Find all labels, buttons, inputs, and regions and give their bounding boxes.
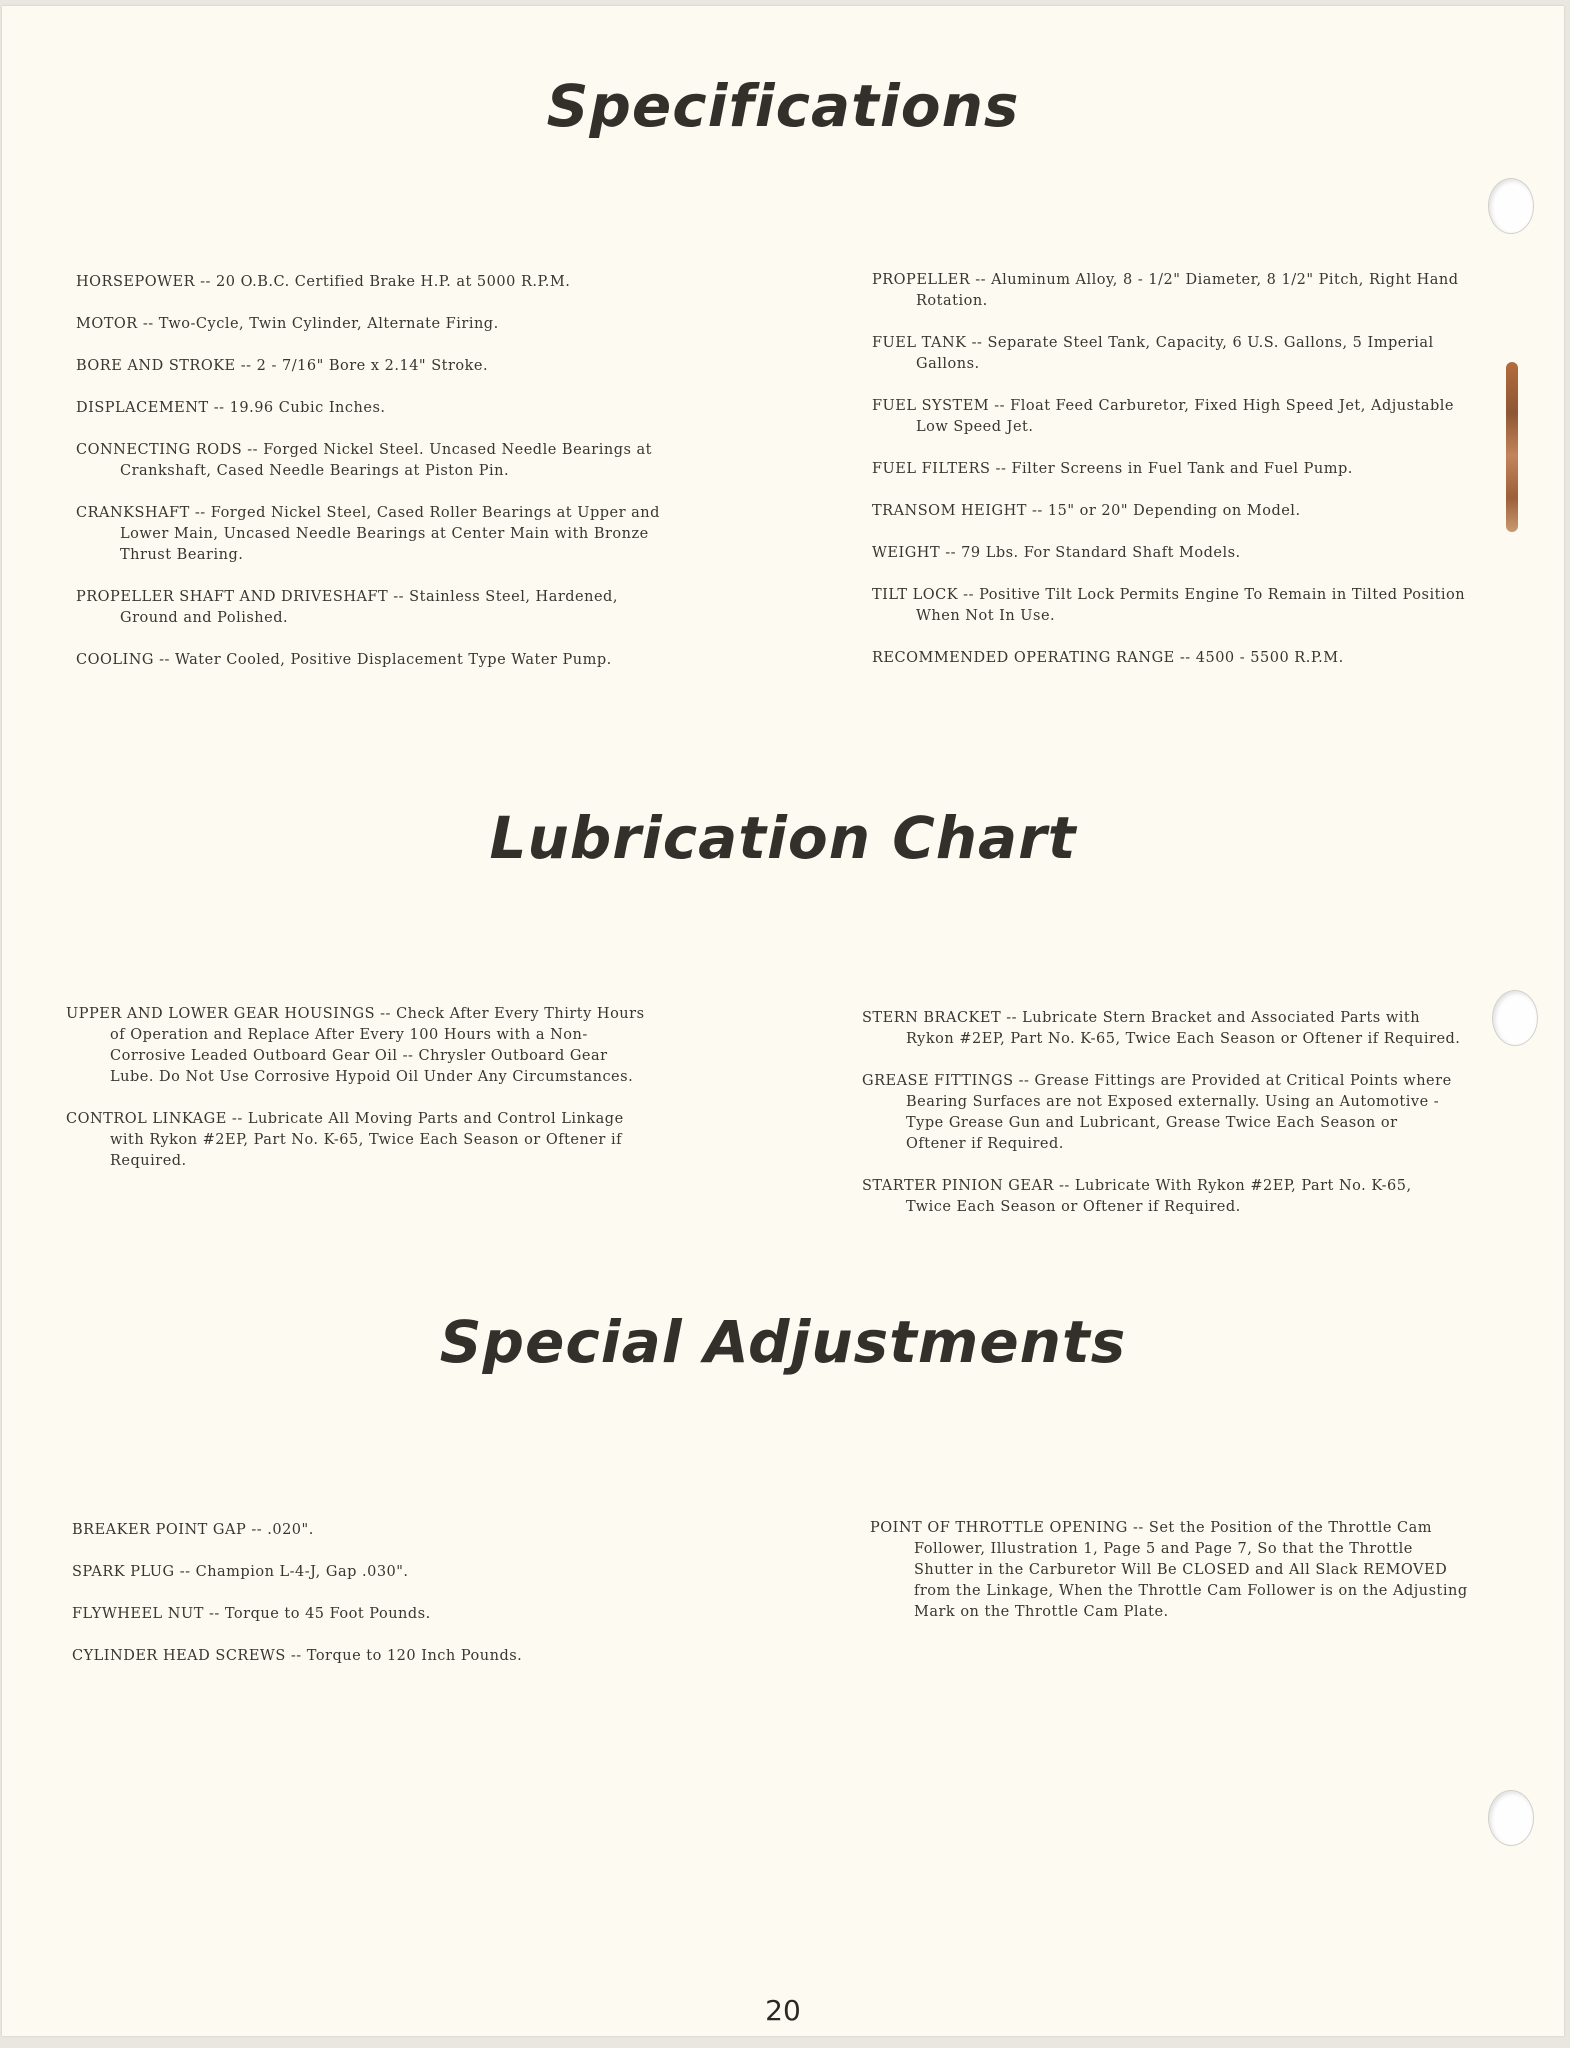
document-page [2, 6, 1564, 2036]
adj-breaker-point-gap: BREAKER POINT GAP -- .020". [72, 1522, 314, 1538]
specifications-right-column [872, 270, 1472, 690]
rust-stain-mark [1506, 362, 1518, 532]
spec-operating-range: RECOMMENDED OPERATING RANGE -- 4500 - 5500 R.P.M. [872, 650, 1344, 666]
adj-spark-plug: SPARK PLUG -- Champion L-4-J, Gap .030". [72, 1564, 409, 1580]
punch-hole-bottom [1488, 1790, 1534, 1846]
specifications-heading: Specifications [546, 72, 1020, 140]
lube-starter-pinion: STARTER PINION GEAR -- Lubricate With Rykon #2EP, Part No. K-65, Twice Each Season or Oftener if Required. [862, 1178, 1412, 1215]
specifications-left-column [76, 272, 676, 692]
spec-connecting-rods: CONNECTING RODS -- Forged Nickel Steel. Uncased Needle Bearings at Crankshaft, Cased Needle Bearings at Piston Pin. [76, 442, 653, 479]
spec-transom-height: TRANSOM HEIGHT -- 15" or 20" Depending on Model. [872, 503, 1301, 519]
adj-throttle-opening: POINT OF THROTTLE OPENING -- Set the Position of the Throttle Cam Follower, Illustration 1, Page 5 and Page 7, So that the Throttle Shutter in the Carburetor Will Be CLOSED and All Slack REMOVED from the Linkage, When the Throttle Cam Follower is on the Adjusting Mark on the Throttle Cam Plate. [870, 1520, 1468, 1620]
lubrication-right-column [862, 1008, 1462, 1239]
spec-crankshaft: CRANKSHAFT -- Forged Nickel Steel, Cased Roller Bearings at Upper and Lower Main, Uncased Needle Bearings at Center Main with Bronze Thrust Bearing. [76, 505, 660, 563]
lubrication-left-column [66, 1004, 646, 1193]
spec-fuel-tank: FUEL TANK -- Separate Steel Tank, Capacity, 6 U.S. Gallons, 5 Imperial Gallons. [872, 335, 1434, 372]
punch-hole-top [1488, 178, 1534, 234]
page-number: 20 [765, 1994, 801, 2027]
lubrication-chart-heading: Lubrication Chart [489, 804, 1077, 872]
punch-hole-middle [1492, 990, 1538, 1046]
adjustments-right-column [870, 1518, 1470, 1644]
spec-tilt-lock: TILT LOCK -- Positive Tilt Lock Permits Engine To Remain in Tilted Position When Not In Use. [872, 587, 1466, 624]
lube-grease-fittings: GREASE FITTINGS -- Grease Fittings are Provided at Critical Points where Bearing Surfaces are not Exposed externally. Using an Automotive - Type Grease Gun and Lubricant, Grease Twice Each Season or Oftener if Required. [862, 1073, 1452, 1152]
spec-motor: MOTOR -- Two-Cycle, Twin Cylinder, Alternate Firing. [76, 316, 499, 332]
spec-cooling: COOLING -- Water Cooled, Positive Displacement Type Water Pump. [76, 652, 612, 668]
lube-control-linkage: CONTROL LINKAGE -- Lubricate All Moving Parts and Control Linkage with Rykon #2EP, Part No. K-65, Twice Each Season or Oftener if Required. [66, 1111, 624, 1169]
spec-fuel-system: FUEL SYSTEM -- Float Feed Carburetor, Fixed High Speed Jet, Adjustable Low Speed Jet. [872, 398, 1454, 435]
spec-horsepower: HORSEPOWER -- 20 O.B.C. Certified Brake H.P. at 5000 R.P.M. [76, 274, 571, 290]
spec-weight: WEIGHT -- 79 Lbs. For Standard Shaft Models. [872, 545, 1241, 561]
spec-displacement: DISPLACEMENT -- 19.96 Cubic Inches. [76, 400, 386, 416]
adj-cylinder-head-screws: CYLINDER HEAD SCREWS -- Torque to 120 Inch Pounds. [72, 1648, 523, 1664]
spec-fuel-filters: FUEL FILTERS -- Filter Screens in Fuel Tank and Fuel Pump. [872, 461, 1353, 477]
lube-gear-housings: UPPER AND LOWER GEAR HOUSINGS -- Check After Every Thirty Hours of Operation and Replace After Every 100 Hours with a Non-Corrosive Leaded Outboard Gear Oil -- Chrysler Outboard Gear Lube. Do Not Use Corrosive Hypoid Oil Under Any Circumstances. [66, 1006, 645, 1085]
adj-flywheel-nut: FLYWHEEL NUT -- Torque to 45 Foot Pounds. [72, 1606, 431, 1622]
spec-propeller: PROPELLER -- Aluminum Alloy, 8 - 1/2" Diameter, 8 1/2" Pitch, Right Hand Rotation. [872, 272, 1459, 309]
lube-stern-bracket: STERN BRACKET -- Lubricate Stern Bracket and Associated Parts with Rykon #2EP, Part No. K-65, Twice Each Season or Oftener if Required. [862, 1010, 1461, 1047]
special-adjustments-heading: Special Adjustments [439, 1308, 1127, 1376]
spec-bore-stroke: BORE AND STROKE -- 2 - 7/16" Bore x 2.14" Stroke. [76, 358, 489, 374]
spec-propeller-shaft: PROPELLER SHAFT AND DRIVESHAFT -- Stainless Steel, Hardened, Ground and Polished. [76, 589, 618, 626]
adjustments-left-column [72, 1520, 672, 1688]
